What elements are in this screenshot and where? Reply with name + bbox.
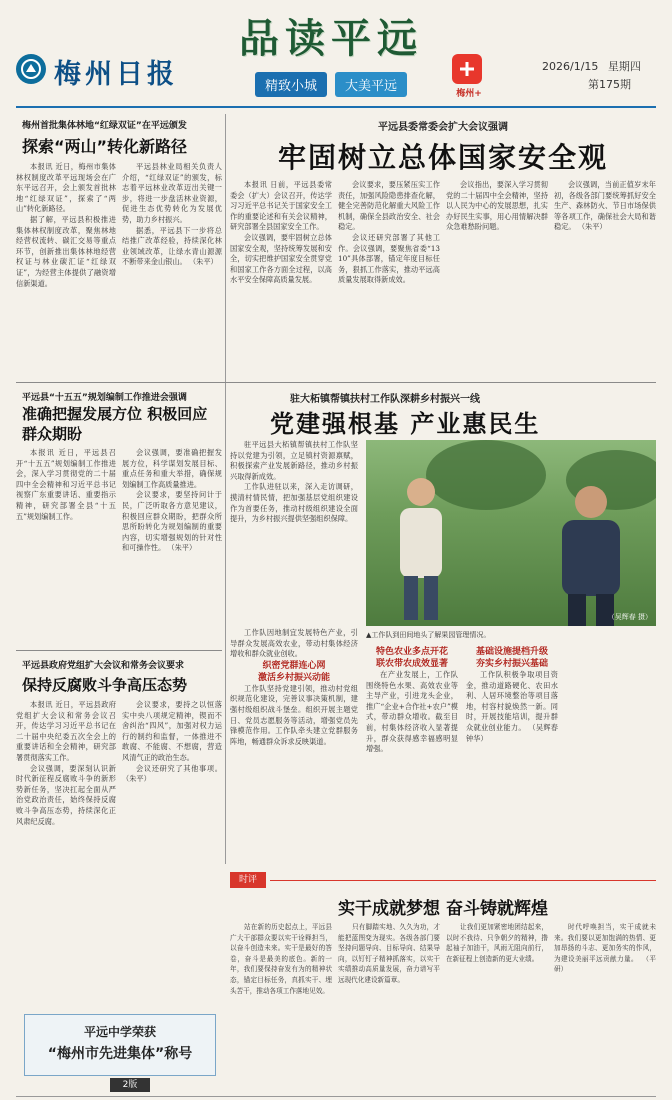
story-kicker: 驻大柘镇帮镇扶村工作队深耕乡村振兴一线 bbox=[290, 394, 480, 405]
story-column bbox=[16, 448, 116, 648]
paper-logo-icon bbox=[16, 54, 46, 84]
story-column bbox=[230, 440, 358, 622]
slogan-row bbox=[212, 72, 450, 97]
photo-caption: ▲工作队到田间地头了解果园管理情况。 bbox=[366, 631, 491, 639]
story-column bbox=[566, 646, 656, 864]
story-columns bbox=[230, 922, 656, 1092]
story-column bbox=[122, 700, 222, 1008]
slogan-2: 大美平远 bbox=[335, 72, 407, 97]
sub-headline-line: 夯实乡村振兴基础 bbox=[475, 659, 548, 669]
edition-title: 品读平远 bbox=[239, 15, 423, 62]
paragraph: 本报讯 近日，平远县召开“十五五”规划编制工作推进会，深入学习贯彻党的二十届四中全会精神和习近平总书记视察广东重要讲话、重要指示精神，研究部署全县“十五五”规划编制工作。 bbox=[16, 448, 116, 521]
story-school-honor bbox=[24, 1014, 216, 1076]
honor-line-2: “梅州市先进集体”称号 bbox=[47, 1046, 193, 1062]
sub-headline bbox=[366, 646, 458, 670]
issue-weekday: 星期四 bbox=[607, 60, 641, 73]
story-column bbox=[230, 628, 358, 864]
sub-headline-line: 激活乡村振兴动能 bbox=[257, 672, 330, 683]
story-headline: 实干成就梦想 奋斗铸就辉煌 bbox=[338, 899, 548, 919]
story-column bbox=[554, 922, 656, 1092]
story-columns bbox=[230, 180, 656, 376]
paragraph: 本报讯 日前，平远县委常委会（扩大）会议召开，传达学习习近平总书记关于国家安全工作的重要论述和有关会议精神，研究部署全县国家安全工作。 bbox=[230, 180, 332, 232]
story-column bbox=[466, 646, 558, 864]
sub-headline bbox=[230, 660, 358, 684]
paragraph: 让我们更加紧密地团结起来，以时不我待、只争朝夕的精神，撸起袖子加油干，风雨无阻向前行，在新征程上创造新的更大业绩。 bbox=[446, 923, 548, 963]
page-number: 2版 bbox=[110, 1078, 150, 1092]
paragraph: 会议还研究了其他事项。 （朱平） bbox=[122, 763, 222, 784]
story-headline: 保持反腐败斗争高压态势 bbox=[22, 676, 188, 694]
story-national-security bbox=[230, 114, 656, 380]
paragraph: 据悉，平远县下一步将总结推广改革经验，持续深化林业领域改革，让绿水青山源源不断带来金山银山。 （朱平） bbox=[122, 225, 222, 267]
paragraph: 会议要求，要坚持问计于民，广泛听取各方意见建议，积极回应群众期盼，把群众所思所盼转化为规划编制的重要内容，切实增强规划的针对性和可操作性。 （朱平） bbox=[122, 490, 222, 553]
story-headline: 探索“两山”转化新路径 bbox=[22, 137, 188, 156]
story-headline: 准确把握发展方位 积极回应群众期盼 bbox=[22, 405, 208, 443]
paragraph: 工作队因地制宜发展特色产业，引导群众发展高效农业，带动村集体经济增收和群众就业创收。 bbox=[230, 628, 358, 659]
photo-credit: （吴辉春 摄） bbox=[607, 613, 652, 621]
paragraph: 只有脚踏实地、久久为功，才能把蓝图变为现实。各级各部门要坚持问题导向、目标导向、结果导向，以钉钉子精神抓落实，以实干实绩推动高质量发展，奋力谱写平远现代化建设新篇章。 bbox=[338, 923, 440, 984]
paragraph: 会议要求，要持之以恒落实中央八项规定精神，锲而不舍纠治“四风”，加强对权力运行的制约和监督，一体推进不敢腐、不能腐、不想腐，营造风清气正的政治生态。 bbox=[122, 700, 222, 762]
paragraph: 会议强调，当前正值岁末年初，各级各部门要统筹抓好安全生产、森林防火、节日市场保供等各项工作，确保社会大局和谐稳定。 （朱平） bbox=[554, 180, 656, 232]
story-forest-reform bbox=[16, 114, 222, 376]
paragraph: 在产业发展上，工作队围绕特色水果、高效农业等主导产业，引进龙头企业，推广“企业+合作社+农户”模式，带动群众增收。截至目前，村集体经济收入显著提升，群众获得感幸福感明显增强。 bbox=[366, 670, 458, 754]
issue-info bbox=[452, 50, 656, 102]
story-headline: 牢固树立总体国家安全观 bbox=[277, 141, 608, 174]
masthead-rule bbox=[16, 106, 656, 108]
story-column bbox=[16, 162, 116, 376]
paragraph: 工作队进驻以来，深入走访调研，摸清村情民情，把加强基层党组织建设作为首要任务，推动村级组织建设全面提升，为乡村振兴提供坚强组织保障。 bbox=[230, 482, 358, 524]
paragraph: 驻平远县大柘镇帮镇扶村工作队坚持以党建为引领，立足镇村资源禀赋，积极探索产业发展新路径，推动乡村振兴取得新成效。 bbox=[230, 440, 358, 481]
section-divider bbox=[16, 382, 656, 383]
paragraph: 本报讯 近日，平远县政府党组扩大会议和常务会议召开，传达学习习近平总书记在二十届中央纪委五次全会上的重要讲话和全会精神，研究部署贯彻落实工作。 bbox=[16, 700, 116, 762]
story-column bbox=[230, 922, 332, 1092]
story-column bbox=[338, 922, 440, 1092]
masthead bbox=[16, 8, 656, 106]
paragraph: 会议强调，要牢固树立总体国家安全观，坚持统筹发展和安全，切实把维护国家安全贯穿党和国家工作各方面全过程，以高水平安全保障高质量发展。 bbox=[230, 232, 332, 285]
slogan-1: 精致小城 bbox=[255, 72, 327, 97]
sub-headline-line: 织密党群连心网 bbox=[262, 660, 326, 671]
paper-name: 梅州日报 bbox=[54, 59, 178, 90]
story-kicker: 平远县政府党组扩大会议和常务会议要求 bbox=[22, 661, 185, 671]
issue-date: 2026/1/15 bbox=[542, 60, 599, 73]
story-column bbox=[230, 180, 332, 376]
column-divider bbox=[225, 114, 226, 864]
story-column bbox=[446, 180, 548, 376]
person-figure-icon bbox=[386, 470, 456, 620]
story-kicker: 梅州首批集体林地“红绿双证”在平远颁发 bbox=[22, 121, 187, 131]
paper-brand bbox=[16, 50, 206, 90]
paragraph: 会议还研究部署了其他工作。会议强调，要聚焦省委“1310”具体部署，锚定年度目标任务，狠抓工作落实，推动平远高质量发展取得新成效。 bbox=[338, 232, 440, 285]
commentary-tag: 时评 bbox=[230, 872, 266, 888]
story-anti-corruption bbox=[16, 656, 222, 1008]
section-divider bbox=[16, 650, 222, 651]
story-column bbox=[338, 180, 440, 376]
story-column bbox=[122, 162, 222, 376]
story-column bbox=[16, 700, 116, 1008]
paragraph: 站在新的历史起点上，平远县广大干部群众要以实干诠释担当，以奋斗创造未来。实干是最好的答卷，奋斗是最美的底色。新的一年，我们要保持奋发有为的精神状态，锚定目标任务，真抓实干、埋头苦干，推动各项工作落地见效。 bbox=[230, 923, 332, 995]
story-column bbox=[446, 922, 548, 1092]
story-column bbox=[366, 646, 458, 864]
paragraph: 据了解，平远县积极推进集体林权制度改革，聚焦林地经营权流转、碳汇交易等重点环节，创新推出集体林地经营权证与林业碳汇证“红绿双证”，为经营主体提供了融资增信新渠道。 bbox=[16, 214, 116, 288]
paragraph: 会议强调，要深刻认识新时代新征程反腐败斗争的新形势新任务，坚决扛起全面从严治党政治责任，始终保持反腐败斗争高压态势，持续深化正风肃纪反腐。 bbox=[16, 763, 116, 826]
sub-headline-line: 联农带农成效显著 bbox=[375, 659, 448, 669]
story-column bbox=[122, 448, 222, 648]
paragraph: 本报讯 近日，梅州市集体林权制度改革平远现场会在广东平远召开，会上颁发首批林地“红绿双证”，探索了“两山”转化新路径。 bbox=[16, 162, 116, 214]
paragraph: 工作队坚持党建引领，推动村党组织规范化建设，完善议事决策机制，建强村级组织战斗堡垒。组织开展主题党日、党员志愿服务等活动，增强党员先锋模范作用。工作队牵头建立党群服务阵地，畅通群众诉求反映渠道。 bbox=[230, 683, 358, 746]
story-kicker: 平远县委常委会扩大会议强调 bbox=[378, 122, 508, 133]
brand-name: 梅州+ bbox=[456, 89, 482, 99]
edition-header bbox=[212, 8, 450, 104]
paragraph: 会议强调，要准确把握发展方位，科学谋划发展目标、重点任务和重大举措，确保规划编制工作高质量推进。 bbox=[122, 448, 222, 489]
story-commentary bbox=[230, 872, 656, 1092]
story-kicker: 平远县“十五五”规划编制工作推进会强调 bbox=[22, 393, 187, 403]
honor-line-1: 平远中学荣获 bbox=[83, 1025, 156, 1039]
paragraph: 会议要求，要压紧压实工作责任，加强风险隐患排查化解，健全完善防范化解重大风险工作机制，确保全县政治安全、社会稳定。 bbox=[338, 180, 440, 232]
sub-headline-line: 特色农业多点开花 bbox=[375, 647, 448, 657]
footer-rule bbox=[16, 1096, 656, 1097]
paragraph: 平远县林业局相关负责人介绍，“红绿双证”的颁发，标志着平远林业改革迈出关键一步，将进一步盘活林业资源，促进生态优势转化为发展优势，助力乡村振兴。 bbox=[122, 162, 222, 224]
sub-headline-line: 基础设施提档升级 bbox=[475, 647, 548, 657]
paragraph: 工作队积极争取项目资金，推动道路硬化、农田水利、人居环境整治等项目落地，村容村貌焕然一新。同时，开展技能培训，提升群众就业创业能力。 （吴辉春 钟华） bbox=[466, 670, 558, 743]
news-photo bbox=[366, 440, 656, 626]
issue-number: 第175期 bbox=[588, 78, 631, 91]
sub-headline bbox=[466, 646, 558, 670]
paragraph: 时代呼唤担当，实干成就未来。我们要以更加饱满的热情、更加昂扬的斗志、更加务实的作风，为建设美丽平远贡献力量。 （平研） bbox=[554, 923, 656, 974]
date-line bbox=[542, 58, 647, 74]
meizhou-plus-icon bbox=[452, 54, 482, 84]
story-headline: 党建强根基 产业惠民生 bbox=[270, 410, 541, 438]
story-planning bbox=[16, 388, 222, 648]
paragraph: 会议指出，要深入学习贯彻党的二十届四中全会精神，坚持以人民为中心的发展思想，扎实办好民生实事，用心用情解决群众急难愁盼问题。 bbox=[446, 180, 548, 232]
story-rural-revitalization bbox=[230, 388, 656, 864]
person-figure-icon bbox=[546, 480, 636, 626]
commentary-rule bbox=[270, 880, 656, 881]
story-column bbox=[554, 180, 656, 376]
